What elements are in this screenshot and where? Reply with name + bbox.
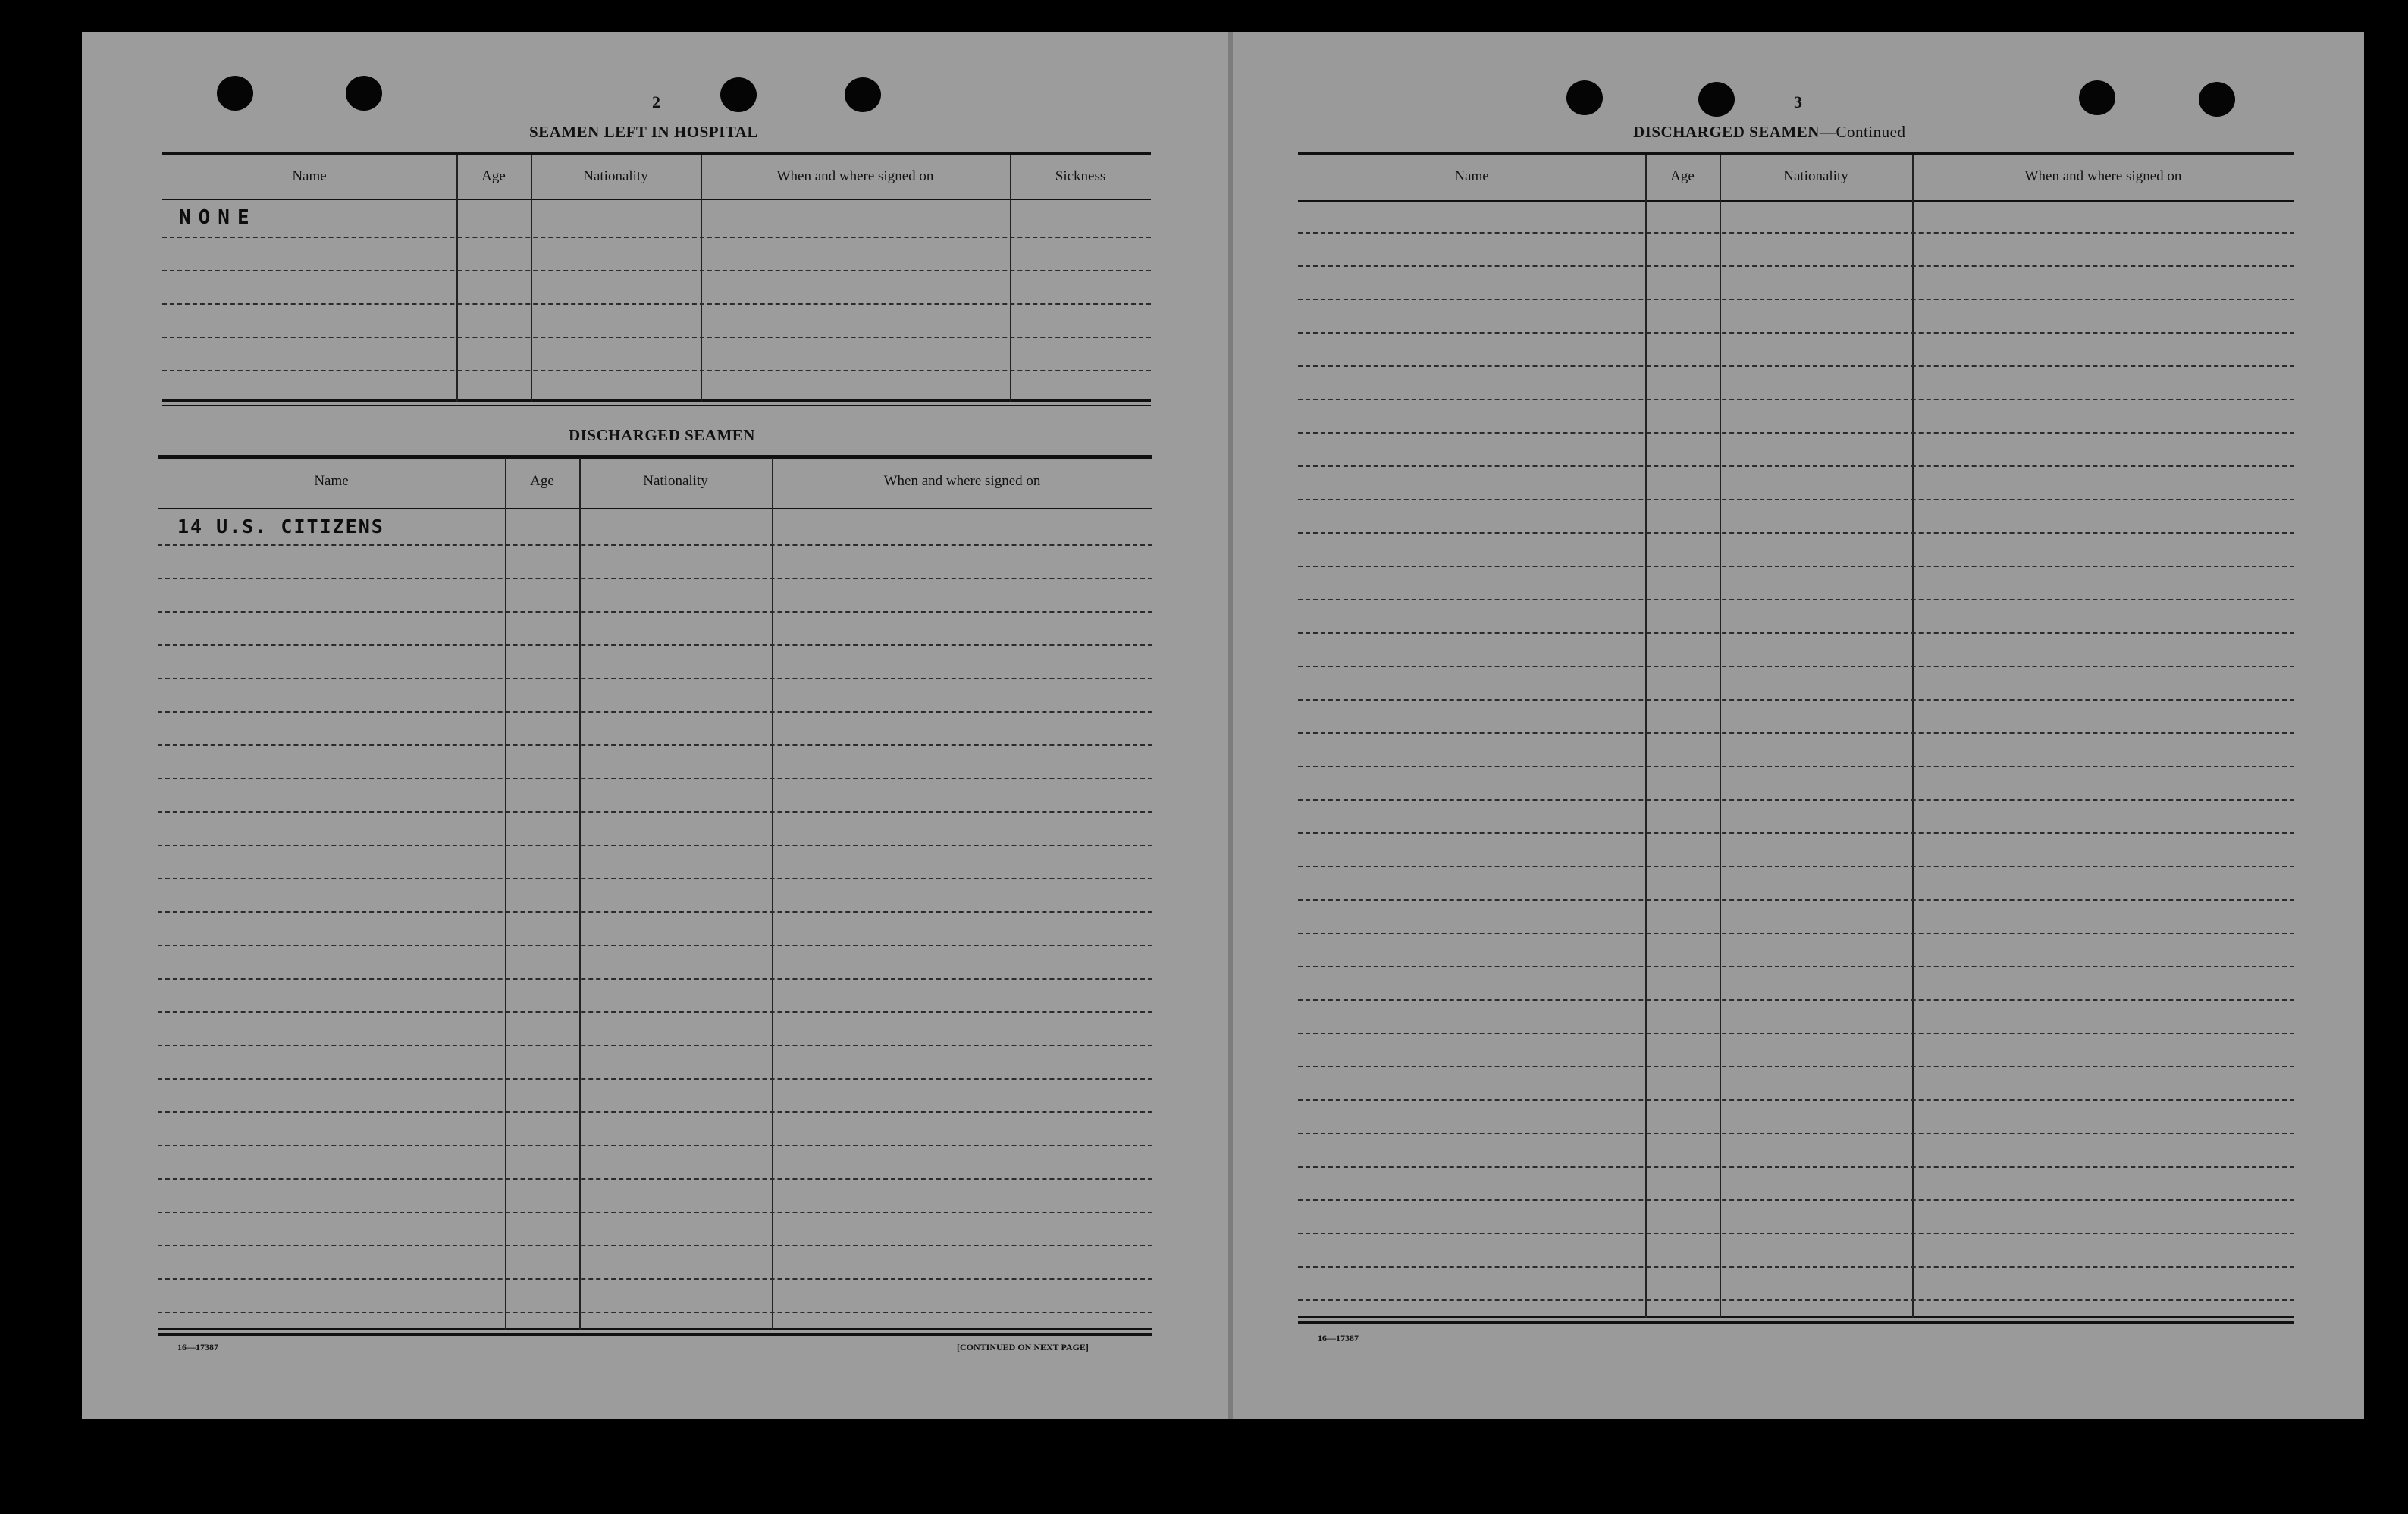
- ruling-line: [1298, 933, 2294, 934]
- ruling-line: [1298, 566, 2294, 567]
- ruling-line: [158, 911, 1152, 913]
- discharged-continued-title: [1633, 123, 1905, 142]
- punch-hole: [1566, 80, 1603, 115]
- ruling-line: [1298, 732, 2294, 734]
- ruling-line: [1298, 465, 2294, 467]
- ruling-line: [158, 778, 1152, 779]
- ruling-line: [158, 1312, 1152, 1313]
- punch-hole: [2079, 80, 2115, 115]
- ruling-line: [1298, 1166, 2294, 1168]
- ruling-line: [1298, 1099, 2294, 1101]
- col-header-name: Name: [292, 168, 327, 184]
- col-header-signed-on: When and where signed on: [883, 473, 1041, 489]
- punch-hole: [720, 77, 757, 112]
- discharged-title: DISCHARGED SEAMEN: [569, 426, 755, 444]
- ruling-line: [158, 1278, 1152, 1280]
- ruling-line: [1298, 866, 2294, 867]
- punch-hole: [2199, 82, 2235, 117]
- ruling-line: [158, 978, 1152, 980]
- ruling-line: [1298, 1066, 2294, 1067]
- ruling-line: [158, 578, 1152, 579]
- ruling-line: [158, 845, 1152, 846]
- punch-hole: [217, 76, 253, 111]
- ruling-line: [158, 1245, 1152, 1246]
- ruling-line: [1298, 666, 2294, 667]
- ruling-line: [1298, 1299, 2294, 1301]
- ruling-line: [158, 744, 1152, 746]
- form-number: 16—17387: [177, 1342, 218, 1353]
- ruling-line: [1298, 499, 2294, 500]
- form-number: 16—17387: [1318, 1333, 1359, 1343]
- ruling-line: [158, 1145, 1152, 1146]
- ruling-line: [158, 1011, 1152, 1013]
- col-header-name: Name: [314, 473, 349, 489]
- ruling-line: [1298, 599, 2294, 600]
- title-main: DISCHARGED SEAMEN: [1633, 123, 1820, 141]
- ruling-line: [158, 878, 1152, 879]
- ruling-line: [1298, 699, 2294, 701]
- title-continued: —Continued: [1819, 123, 1906, 141]
- discharged-table: [158, 455, 1152, 1339]
- ruling-line: [1298, 766, 2294, 767]
- discharged-continued-table: [1298, 152, 2294, 1325]
- punch-hole: [1698, 82, 1735, 117]
- punch-hole: [845, 77, 881, 112]
- ruling-line: [1298, 299, 2294, 300]
- ruling-line: [158, 1111, 1152, 1113]
- ruling-line: [1298, 332, 2294, 334]
- ruling-line: [1298, 899, 2294, 901]
- ruling-line: [158, 1078, 1152, 1080]
- ruling-line: [158, 1178, 1152, 1180]
- col-header-sickness: Sickness: [1055, 168, 1106, 184]
- ruling-line: [1298, 632, 2294, 634]
- col-header-nationality: Nationality: [583, 168, 648, 184]
- ruling-line: [158, 1212, 1152, 1213]
- ruling-line: [158, 644, 1152, 646]
- ruling-line: [1298, 1033, 2294, 1034]
- ruling-line: [158, 811, 1152, 813]
- ruling-line: [1298, 1133, 2294, 1134]
- hospital-entry: NONE: [179, 206, 257, 229]
- ruling-line: [1298, 432, 2294, 434]
- page-number: 2: [652, 92, 660, 111]
- col-header-signed-on: When and where signed on: [776, 168, 934, 184]
- ruling-line: [158, 1045, 1152, 1046]
- ruling-line: [158, 544, 1152, 546]
- col-header-age: Age: [530, 473, 554, 489]
- ruling-line: [1298, 1233, 2294, 1234]
- ruling-line: [1298, 532, 2294, 534]
- ruling-line: [1298, 1199, 2294, 1201]
- col-header-name: Name: [1454, 168, 1489, 184]
- ruling-line: [1298, 832, 2294, 834]
- col-header-age: Age: [481, 168, 506, 184]
- continued-note: [CONTINUED ON NEXT PAGE]: [957, 1342, 1089, 1353]
- ruling-line: [1298, 966, 2294, 967]
- ruling-line: [158, 711, 1152, 713]
- ruling-line: [1298, 232, 2294, 234]
- ruling-line: [1298, 999, 2294, 1001]
- page-number: 3: [1794, 92, 1802, 111]
- ruling-line: [1298, 399, 2294, 400]
- ruling-line: [1298, 365, 2294, 367]
- page-fold: [1228, 32, 1233, 1419]
- ruling-line: [1298, 265, 2294, 267]
- ruling-line: [158, 611, 1152, 613]
- ruling-line: [1298, 799, 2294, 801]
- ruling-line: [158, 678, 1152, 679]
- hospital-table: [162, 152, 1151, 409]
- ruling-line: [158, 945, 1152, 946]
- col-header-age: Age: [1670, 168, 1695, 184]
- discharged-entry: 14 U.S. CITIZENS: [177, 516, 384, 538]
- punch-hole: [346, 76, 382, 111]
- ruling-line: [1298, 1266, 2294, 1268]
- col-header-signed-on: When and where signed on: [2024, 168, 2182, 184]
- col-header-nationality: Nationality: [643, 473, 708, 489]
- col-header-nationality: Nationality: [1783, 168, 1848, 184]
- hospital-title: SEAMEN LEFT IN HOSPITAL: [529, 123, 758, 141]
